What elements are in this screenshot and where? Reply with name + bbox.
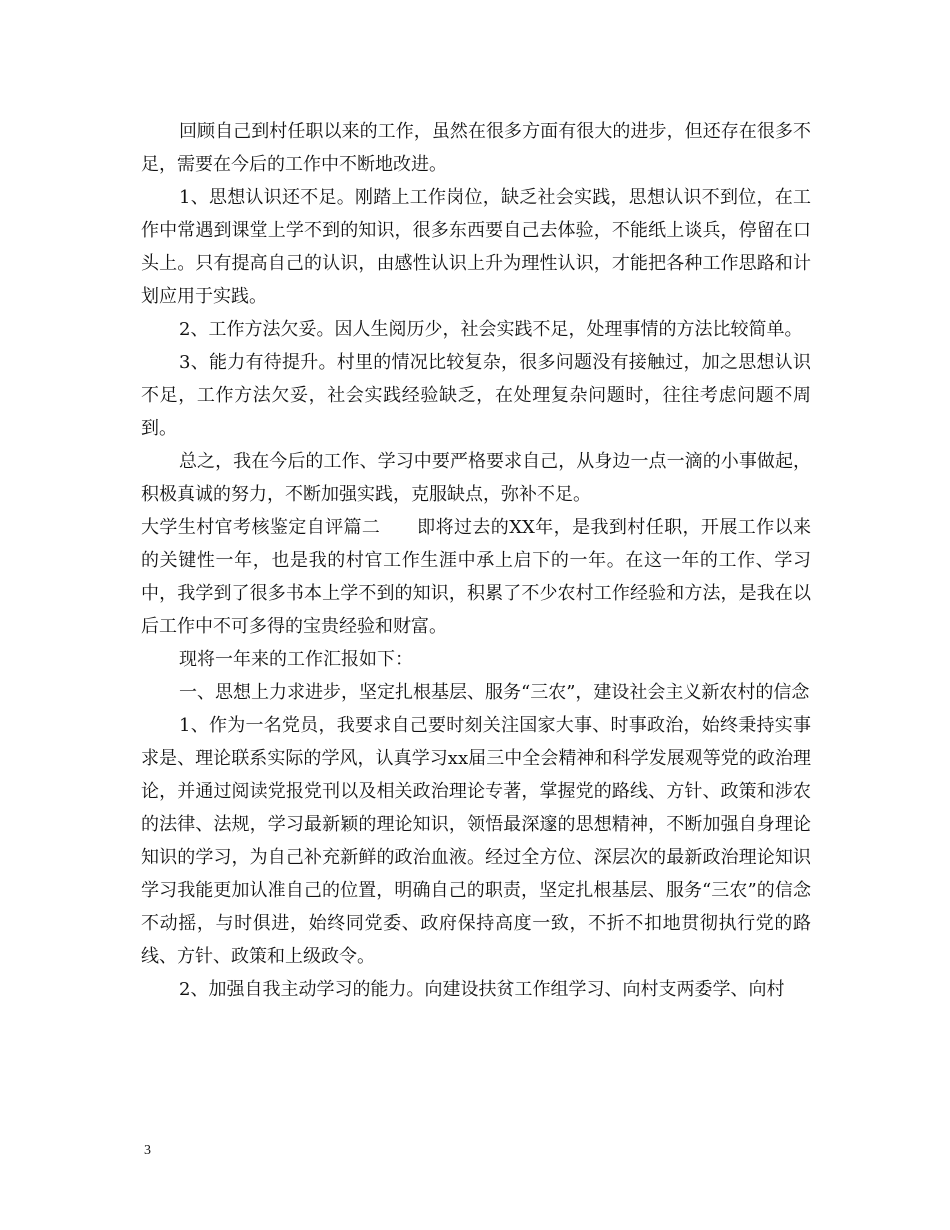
- paragraph-item-2-self-study: 2、加强自我主动学习的能力。向建设扶贫工作组学习、向村支两委学、向村: [179, 979, 785, 1000]
- document-body: [141, 115, 811, 1006]
- page-number: 3: [144, 1143, 151, 1158]
- paragraph-section-two-intro: 大学生村官考核鉴定自评篇二 即将过去的XX年，是我到村任职，开展工作以来的关键性一年，也是我的村官工作生涯中承上启下的一年。在这一年的工作、学习中，我学到了很多书本上学不到的知识，积累了不少农村工作经验和方法，是我在以后工作中不可多得的宝贵经验和财富。: [141, 517, 811, 637]
- paragraph-point-1-thinking: 1、思想认识还不足。刚踏上工作岗位，缺乏社会实践，思想认识不到位，在工作中常遇到课堂上学不到的知识，很多东西要自己去体验，不能纸上谈兵，停留在口头上。只有提高自己的认识，由感性认识上升为理性认识，才能把各种工作思路和计划应用于实践。: [141, 187, 811, 307]
- paragraph-report-lead: 现将一年来的工作汇报如下：: [179, 649, 413, 670]
- paragraph-heading-ideology: 一、思想上力求进步，坚定扎根基层、服务“三农”，建设社会主义新农村的信念: [179, 682, 810, 703]
- paragraph-point-3-ability: 3、能力有待提升。村里的情况比较复杂，很多问题没有接触过，加之思想认识不足，工作方法欠妥，社会实践经验缺乏，在处理复杂问题时，往往考虑问题不周到。: [141, 352, 811, 439]
- paragraph-conclusion: 总之，我在今后的工作、学习中要严格要求自己，从身边一点一滴的小事做起，积极真诚的努力，不断加强实践，克服缺点，弥补不足。: [141, 451, 811, 505]
- paragraph-review: 回顾自己到村任职以来的工作，虽然在很多方面有很大的进步，但还存在很多不足，需要在今后的工作中不断地改进。: [141, 121, 811, 175]
- paragraph-item-1-party-member: 1、作为一名党员，我要求自己要时刻关注国家大事、时事政治，始终秉持实事求是、理论联系实际的学风，认真学习xx届三中全会精神和科学发展观等党的政治理论，并通过阅读党报党刊以及相关政治理论专著，掌握党的路线、方针、政策和涉农的法律、法规，学习最新颖的理论知识，领悟最深邃的思想精神，不断加强自身理论知识的学习，为自己补充新鲜的政治血液。经过全方位、深层次的最新政治理论知识学习我能更加认准自己的位置，明确自己的职责，坚定扎根基层、服务“三农”的信念不动摇，与时俱进，始终同党委、政府保持高度一致，不折不扣地贯彻执行党的路线、方针、政策和上级政令。: [141, 715, 811, 967]
- paragraph-point-2-method: 2、工作方法欠妥。因人生阅历少，社会实践不足，处理事情的方法比较简单。: [179, 319, 803, 340]
